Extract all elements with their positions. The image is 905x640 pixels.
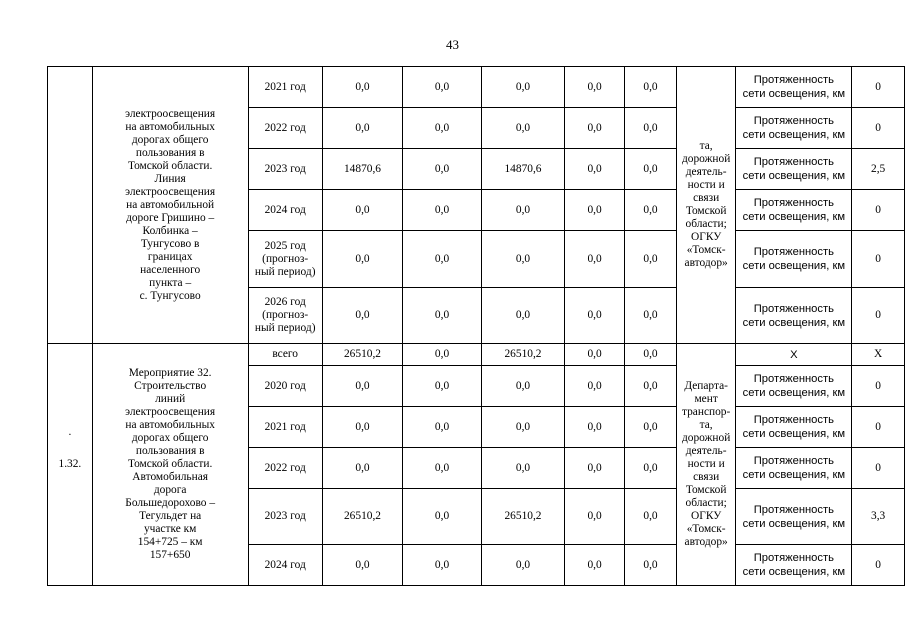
- federal-cell: 0,0: [403, 407, 482, 448]
- index-mark: .: [68, 426, 72, 438]
- regional-cell: 14870,6: [481, 149, 564, 190]
- measure-name: Мероприятие 32. Строительство линий электроосвещения на автомобильных дорогах общего пользования в Томской области. Автомобильная дорога Большедорохово – Тегульдет на участке км 154+725 – км 157+650: [125, 367, 216, 561]
- other-cell: 0,0: [625, 149, 677, 190]
- total-cell: 0,0: [322, 545, 402, 586]
- indicator-cell: Протяженность сети освещения, км: [736, 149, 852, 190]
- total-cell: 0,0: [322, 407, 402, 448]
- indicator-cell: Протяженность сети освещения, км: [736, 366, 852, 407]
- other-cell: 0,0: [625, 344, 677, 366]
- federal-cell: 0,0: [403, 288, 482, 344]
- indicator-value-cell: 0: [852, 288, 905, 344]
- responsible-department-cell: [676, 67, 736, 344]
- other-cell: 0,0: [625, 231, 677, 288]
- period-cell: 2021 год: [248, 407, 322, 448]
- federal-cell: 0,0: [403, 344, 482, 366]
- regional-cell: 0,0: [481, 545, 564, 586]
- indicator-cell: Протяженность сети освещения, км: [736, 67, 852, 108]
- table-row: [48, 67, 905, 108]
- total-cell: 26510,2: [322, 344, 402, 366]
- other-cell: 0,0: [625, 67, 677, 108]
- indicator-cell: Протяженность сети освещения, км: [736, 448, 852, 489]
- period-cell: 2021 год: [248, 67, 322, 108]
- local-cell: 0,0: [565, 448, 625, 489]
- program-measures-table: [47, 66, 905, 586]
- federal-cell: 0,0: [403, 448, 482, 489]
- indicator-value-cell: 2,5: [852, 149, 905, 190]
- indicator-value-cell: 0: [852, 108, 905, 149]
- other-cell: 0,0: [625, 489, 677, 545]
- local-cell: 0,0: [565, 67, 625, 108]
- indicator-cell: Протяженность сети освещения, км: [736, 288, 852, 344]
- indicator-value-cell: 0: [852, 366, 905, 407]
- regional-cell: 0,0: [481, 407, 564, 448]
- regional-cell: 0,0: [481, 366, 564, 407]
- responsible-department-cell: [676, 344, 736, 586]
- regional-cell: 0,0: [481, 448, 564, 489]
- regional-cell: 0,0: [481, 231, 564, 288]
- regional-cell: 26510,2: [481, 489, 564, 545]
- indicator-value-cell: 0: [852, 231, 905, 288]
- federal-cell: 0,0: [403, 67, 482, 108]
- indicator-cell: Протяженность сети освещения, км: [736, 108, 852, 149]
- period-cell: 2024 год: [248, 190, 322, 231]
- indicator-cell: Протяженность сети освещения, км: [736, 407, 852, 448]
- indicator-cell: Протяженность сети освещения, км: [736, 231, 852, 288]
- local-cell: 0,0: [565, 344, 625, 366]
- measure-name-cell: [92, 67, 248, 344]
- local-cell: 0,0: [565, 545, 625, 586]
- page-number: 43: [446, 37, 459, 52]
- measure-index: 1.32.: [58, 458, 82, 470]
- measure-index-cell: [48, 344, 93, 586]
- period-cell: всего: [248, 344, 322, 366]
- total-cell: 0,0: [322, 448, 402, 489]
- other-cell: 0,0: [625, 407, 677, 448]
- regional-cell: 26510,2: [481, 344, 564, 366]
- indicator-cell: Протяженность сети освещения, км: [736, 545, 852, 586]
- indicator-value-cell: 0: [852, 407, 905, 448]
- measure-name: электроосвещения на автомобильных дорогах общего пользования в Томской области. Линия электроосвещения на автомобильной дороге Гришино – Колбинка – Тунгусово в границах населенного пункта – с. Тунгусово: [125, 107, 216, 302]
- total-cell: 14870,6: [322, 149, 402, 190]
- measure-index-cell: [48, 67, 93, 344]
- other-cell: 0,0: [625, 545, 677, 586]
- indicator-cell: Протяженность сети освещения, км: [736, 489, 852, 545]
- indicator-value-cell: 0: [852, 67, 905, 108]
- indicator-value-cell: 0: [852, 545, 905, 586]
- indicator-value-cell: Х: [852, 344, 905, 366]
- total-cell: 0,0: [322, 288, 402, 344]
- indicator-value-cell: 0: [852, 190, 905, 231]
- regional-cell: 0,0: [481, 67, 564, 108]
- federal-cell: 0,0: [403, 366, 482, 407]
- federal-cell: 0,0: [403, 190, 482, 231]
- regional-cell: 0,0: [481, 288, 564, 344]
- other-cell: 0,0: [625, 448, 677, 489]
- federal-cell: 0,0: [403, 489, 482, 545]
- total-cell: 0,0: [322, 67, 402, 108]
- federal-cell: 0,0: [403, 545, 482, 586]
- local-cell: 0,0: [565, 108, 625, 149]
- total-cell: 0,0: [322, 190, 402, 231]
- local-cell: 0,0: [565, 366, 625, 407]
- local-cell: 0,0: [565, 407, 625, 448]
- measure-name-cell: [92, 344, 248, 586]
- indicator-cell: Х: [736, 344, 852, 366]
- federal-cell: 0,0: [403, 149, 482, 190]
- regional-cell: 0,0: [481, 190, 564, 231]
- local-cell: 0,0: [565, 489, 625, 545]
- responsible-department: та, дорожной деятель- ности и связи Томской области; ОГКУ «Томск- автодор»: [681, 140, 731, 269]
- federal-cell: 0,0: [403, 231, 482, 288]
- indicator-value-cell: 0: [852, 448, 905, 489]
- total-cell: 0,0: [322, 231, 402, 288]
- total-cell: 26510,2: [322, 489, 402, 545]
- table-row: [48, 344, 905, 366]
- other-cell: 0,0: [625, 366, 677, 407]
- local-cell: 0,0: [565, 231, 625, 288]
- local-cell: 0,0: [565, 288, 625, 344]
- indicator-cell: Протяженность сети освещения, км: [736, 190, 852, 231]
- period-cell: 2025 год (прогноз- ный период): [248, 231, 322, 288]
- period-cell: 2023 год: [248, 489, 322, 545]
- indicator-value-cell: 3,3: [852, 489, 905, 545]
- total-cell: 0,0: [322, 108, 402, 149]
- total-cell: 0,0: [322, 366, 402, 407]
- responsible-department: Департа- мент транспор- та, дорожной деятель- ности и связи Томской области; ОГКУ «Томск- автодор»: [681, 380, 731, 548]
- local-cell: 0,0: [565, 190, 625, 231]
- period-cell: 2022 год: [248, 108, 322, 149]
- period-cell: 2024 год: [248, 545, 322, 586]
- period-cell: 2026 год (прогноз- ный период): [248, 288, 322, 344]
- regional-cell: 0,0: [481, 108, 564, 149]
- period-cell: 2023 год: [248, 149, 322, 190]
- other-cell: 0,0: [625, 288, 677, 344]
- federal-cell: 0,0: [403, 108, 482, 149]
- local-cell: 0,0: [565, 149, 625, 190]
- other-cell: 0,0: [625, 190, 677, 231]
- other-cell: 0,0: [625, 108, 677, 149]
- period-cell: 2020 год: [248, 366, 322, 407]
- period-cell: 2022 год: [248, 448, 322, 489]
